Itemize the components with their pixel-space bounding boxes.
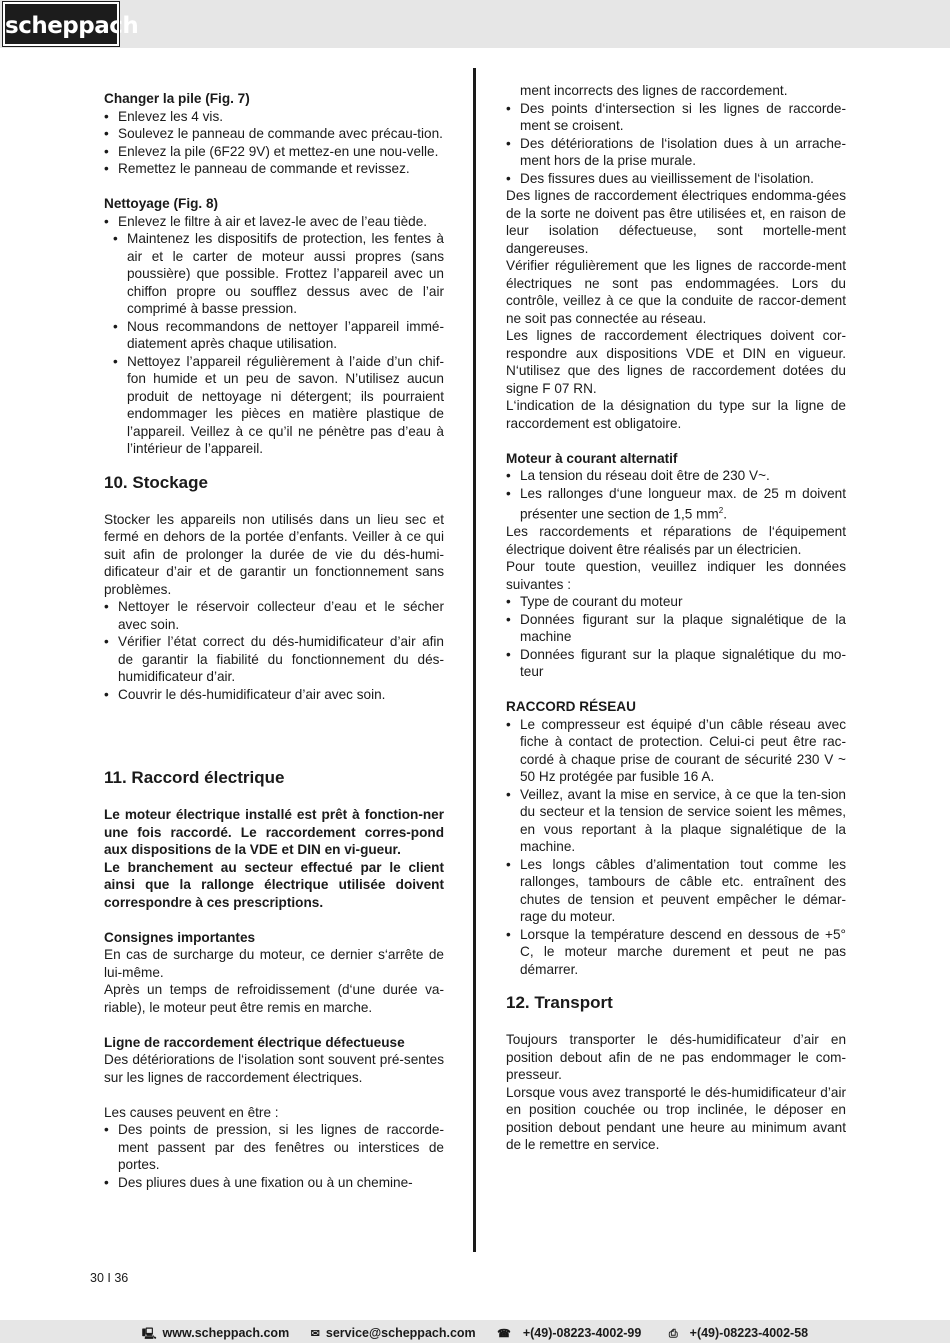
battery-list (104, 108, 444, 178)
important-p2: Après un temps de refroidissement (d‘une durée va-riable), le moteur peut être remis en marche. (104, 982, 444, 1015)
computer-icon: 🖳 (141, 1328, 157, 1340)
damaged-lines-para: Des lignes de raccordement électriques endomma-gées de la sorte ne doivent pas être utilisées et, en raison de leur isolation défectueuse, sont mortelle-ment dangereuses. (506, 188, 846, 256)
list-item: • Nous recommandons de nettoyer l’appareil immé-diatement après chaque utilisation. (104, 318, 444, 353)
page-number: 30 I 36 (90, 1271, 129, 1285)
list-item: • Vérifier l’état correct du dés-humidificateur d’air afin de garantir la fiabilité du fonctionnement du dés-humidificateur d’air. (104, 633, 444, 686)
list-item: • Veillez, avant la mise en service, à ce que la ten-sion du secteur et la tension de service soient les mêmes, en vous reportant à la plaque signalétique de la machine. (506, 786, 846, 856)
battery-title: Changer la pile (Fig. 7) (104, 91, 250, 106)
list-item: • Des fissures dues au vieillissement de l‘isolation. (506, 170, 846, 188)
website-link[interactable]: www.scheppach.com (162, 1326, 290, 1340)
ac-motor-list (506, 467, 846, 523)
extension-text: Les rallonges d‘une longueur max. de 25 m doivent présenter une section de 1,5 mm (520, 485, 846, 522)
causes-intro: Les causes peuvent en être : (104, 1104, 279, 1120)
list-item: • Des points d‘intersection si les lignes de raccorde-ment se croisent. (506, 100, 846, 135)
list-item: • Soulevez le panneau de commande avec précau-tion. (104, 125, 444, 143)
list-item: • Type de courant du moteur (506, 593, 846, 611)
cleaning-list-b (104, 230, 444, 458)
list-item: • Remettez le panneau de commande et revissez. (104, 160, 444, 178)
list-item: • Les longs câbles d’alimentation tout comme les rallonges, tambours de câble etc. entraînent des chutes de tension et peuvent empêcher le démar-rage du moteur. (506, 856, 846, 926)
continued-text: ment incorrects des lignes de raccordement. (520, 83, 788, 98)
important-p1: En cas de surcharge du moteur, ce dernier s‘arrête de lui-même. (104, 947, 444, 980)
superscript: 2 (718, 506, 724, 515)
list-item (506, 485, 846, 524)
list-item: • Le compresseur est équipé d’un câble réseau avec fiche à contact de protection. Celui-ci peut être rac-cordé à chaque prise de courant de sécurité 230 V ~ 50 Hz protégée par fusible 16 A. (506, 716, 846, 786)
electrician-para: Les raccordements et réparations de l‘équipement électrique doivent être réalisés par un électricien. (506, 524, 846, 557)
motor-info-bold: Le moteur électrique installé est prêt à fonction-ner une fois raccordé. Le raccordement corres-pond aux dispositions de la VDE et DIN en vi-gueur. (104, 807, 444, 857)
standards-para: Les lignes de raccordement électriques doivent cor-respondre aux dispositions VDE et DIN en vigueur. N‘utilisez que des lignes de raccordement dotées du signe F 07 RN. (506, 328, 846, 396)
fax-icon: ⎙ (668, 1328, 678, 1340)
list-item: • Des points de pression, si les lignes de raccorde-ment passent par des fenêtres ou interstices de portes. (104, 1121, 444, 1174)
list-item: • Données figurant sur la plaque signalétique du mo-teur (506, 646, 846, 681)
defective-line-title: Ligne de raccordement électrique défectueuse (104, 1034, 405, 1050)
list-item: • Maintenez les dispositifs de protection, les fentes à air et le carter de moteur aussi propres (sans poussière) que possible. Frottez l’appareil avec un chiffon propre ou soufflez dessus avec de l’air comprimé à basse pression. (104, 230, 444, 318)
cleaning-list-a (104, 213, 444, 231)
list-item: • La tension du réseau doit être de 230 V~. (506, 467, 846, 485)
data-list (506, 593, 846, 681)
check-lines-para: Vérifier régulièrement que les lignes de raccorde-ment électriques ne sont pas endommagées. Lors du contrôle, veillez à ce que la conduite de raccor-dement ne soit pas connectée au réseau. (506, 258, 846, 326)
storage-paragraph: Stocker les appareils non utilisés dans un lieu sec et fermé en dehors de la portée d’enfants. Veiller à ce qui suit afin de prolonger la durée de vie du dés-humi-dificateur d’air et de garantir un fonctionnement sans problèmes. (104, 511, 444, 597)
section-10-heading: 10. Stockage (104, 472, 208, 492)
list-item: • Enlevez la pile (6F22 9V) et mettez-en une nou-velle. (104, 143, 444, 161)
questions-para: Pour toute question, veuillez indiquer les données suivantes : (506, 559, 846, 592)
left-column (104, 90, 444, 1191)
type-designation-para: L‘indication de la désignation du type sur la ligne de raccordement est obligatoire. (506, 398, 846, 431)
transport-p2: Lorsque vous avez transporté le dés-humidificateur d’air en position couchée ou trop inclinée, le déposer en position debout pendant une heure au minimum avant de le remettre en service. (506, 1084, 846, 1153)
list-item: • Des pliures dues à une fixation ou à un chemine- (104, 1174, 444, 1192)
list-item: • Lorsque la température descend en dessous de +5° C, le moteur marche durement et peut ne pas démarrer. (506, 926, 846, 979)
section-12-heading: 12. Transport (506, 993, 613, 1013)
cleaning-title: Nettoyage (Fig. 8) (104, 196, 219, 211)
causes-list (104, 1121, 444, 1191)
list-item: • Données figurant sur la plaque signalétique de la machine (506, 611, 846, 646)
page-header (0, 0, 950, 48)
list-item: • Enlevez les 4 vis. (104, 108, 444, 126)
important-title: Consignes importantes (104, 929, 256, 945)
fax-number: +(49)-08223-4002-58 (689, 1326, 809, 1340)
list-item: • Enlevez le filtre à air et lavez-le avec de l’eau tiède. (104, 213, 444, 231)
list-item: • Nettoyer le réservoir collecteur d’eau et le sécher avec soin. (104, 598, 444, 633)
connection-info-bold: Le branchement au secteur effectué par le client ainsi que la rallonge électrique utilisée doivent correspondre à ces prescriptions. (104, 859, 444, 910)
period: . (723, 506, 727, 522)
phone-icon: ☎ (497, 1328, 511, 1340)
defective-p1: Des détériorations de l‘isolation sont souvent pré-sentes sur les lignes de raccordement électriques. (104, 1052, 444, 1085)
list-item: • Couvrir le dés-humidificateur d’air avec soin. (104, 686, 444, 704)
email-link[interactable]: service@scheppach.com (325, 1326, 476, 1340)
damage-list (506, 100, 846, 188)
column-divider (473, 68, 476, 1252)
email-icon: ✉ (310, 1328, 320, 1340)
section-11-heading: 11. Raccord électrique (104, 768, 285, 787)
footer-contacts (0, 1325, 950, 1344)
right-column (506, 82, 846, 1154)
mains-title: RACCORD RÉSEAU (506, 699, 636, 715)
storage-list (104, 598, 444, 703)
phone-number: +(49)-08223-4002-99 (522, 1326, 642, 1340)
brand-logo: scheppach (3, 2, 119, 46)
transport-p1: Toujours transporter le dés-humidificateur d’air en position debout afin de ne pas endommager le com-presseur. (506, 1032, 846, 1083)
ac-motor-title: Moteur à courant alternatif (506, 450, 678, 466)
list-item: • Nettoyez l’appareil régulièrement à l’aide d’un chif-fon humide et un peu de savon. N’utilisez aucun produit de nettoyage ni détergent; ils pourraient endommager les pièces en matière plastique de l’appareil. Veillez à ce qu’il ne pénètre pas d’eau à l’intérieur de l’appareil. (104, 353, 444, 458)
mains-list (506, 716, 846, 979)
list-item: • Des détériorations de l‘isolation dues à un arrache-ment hors de la prise murale. (506, 135, 846, 170)
